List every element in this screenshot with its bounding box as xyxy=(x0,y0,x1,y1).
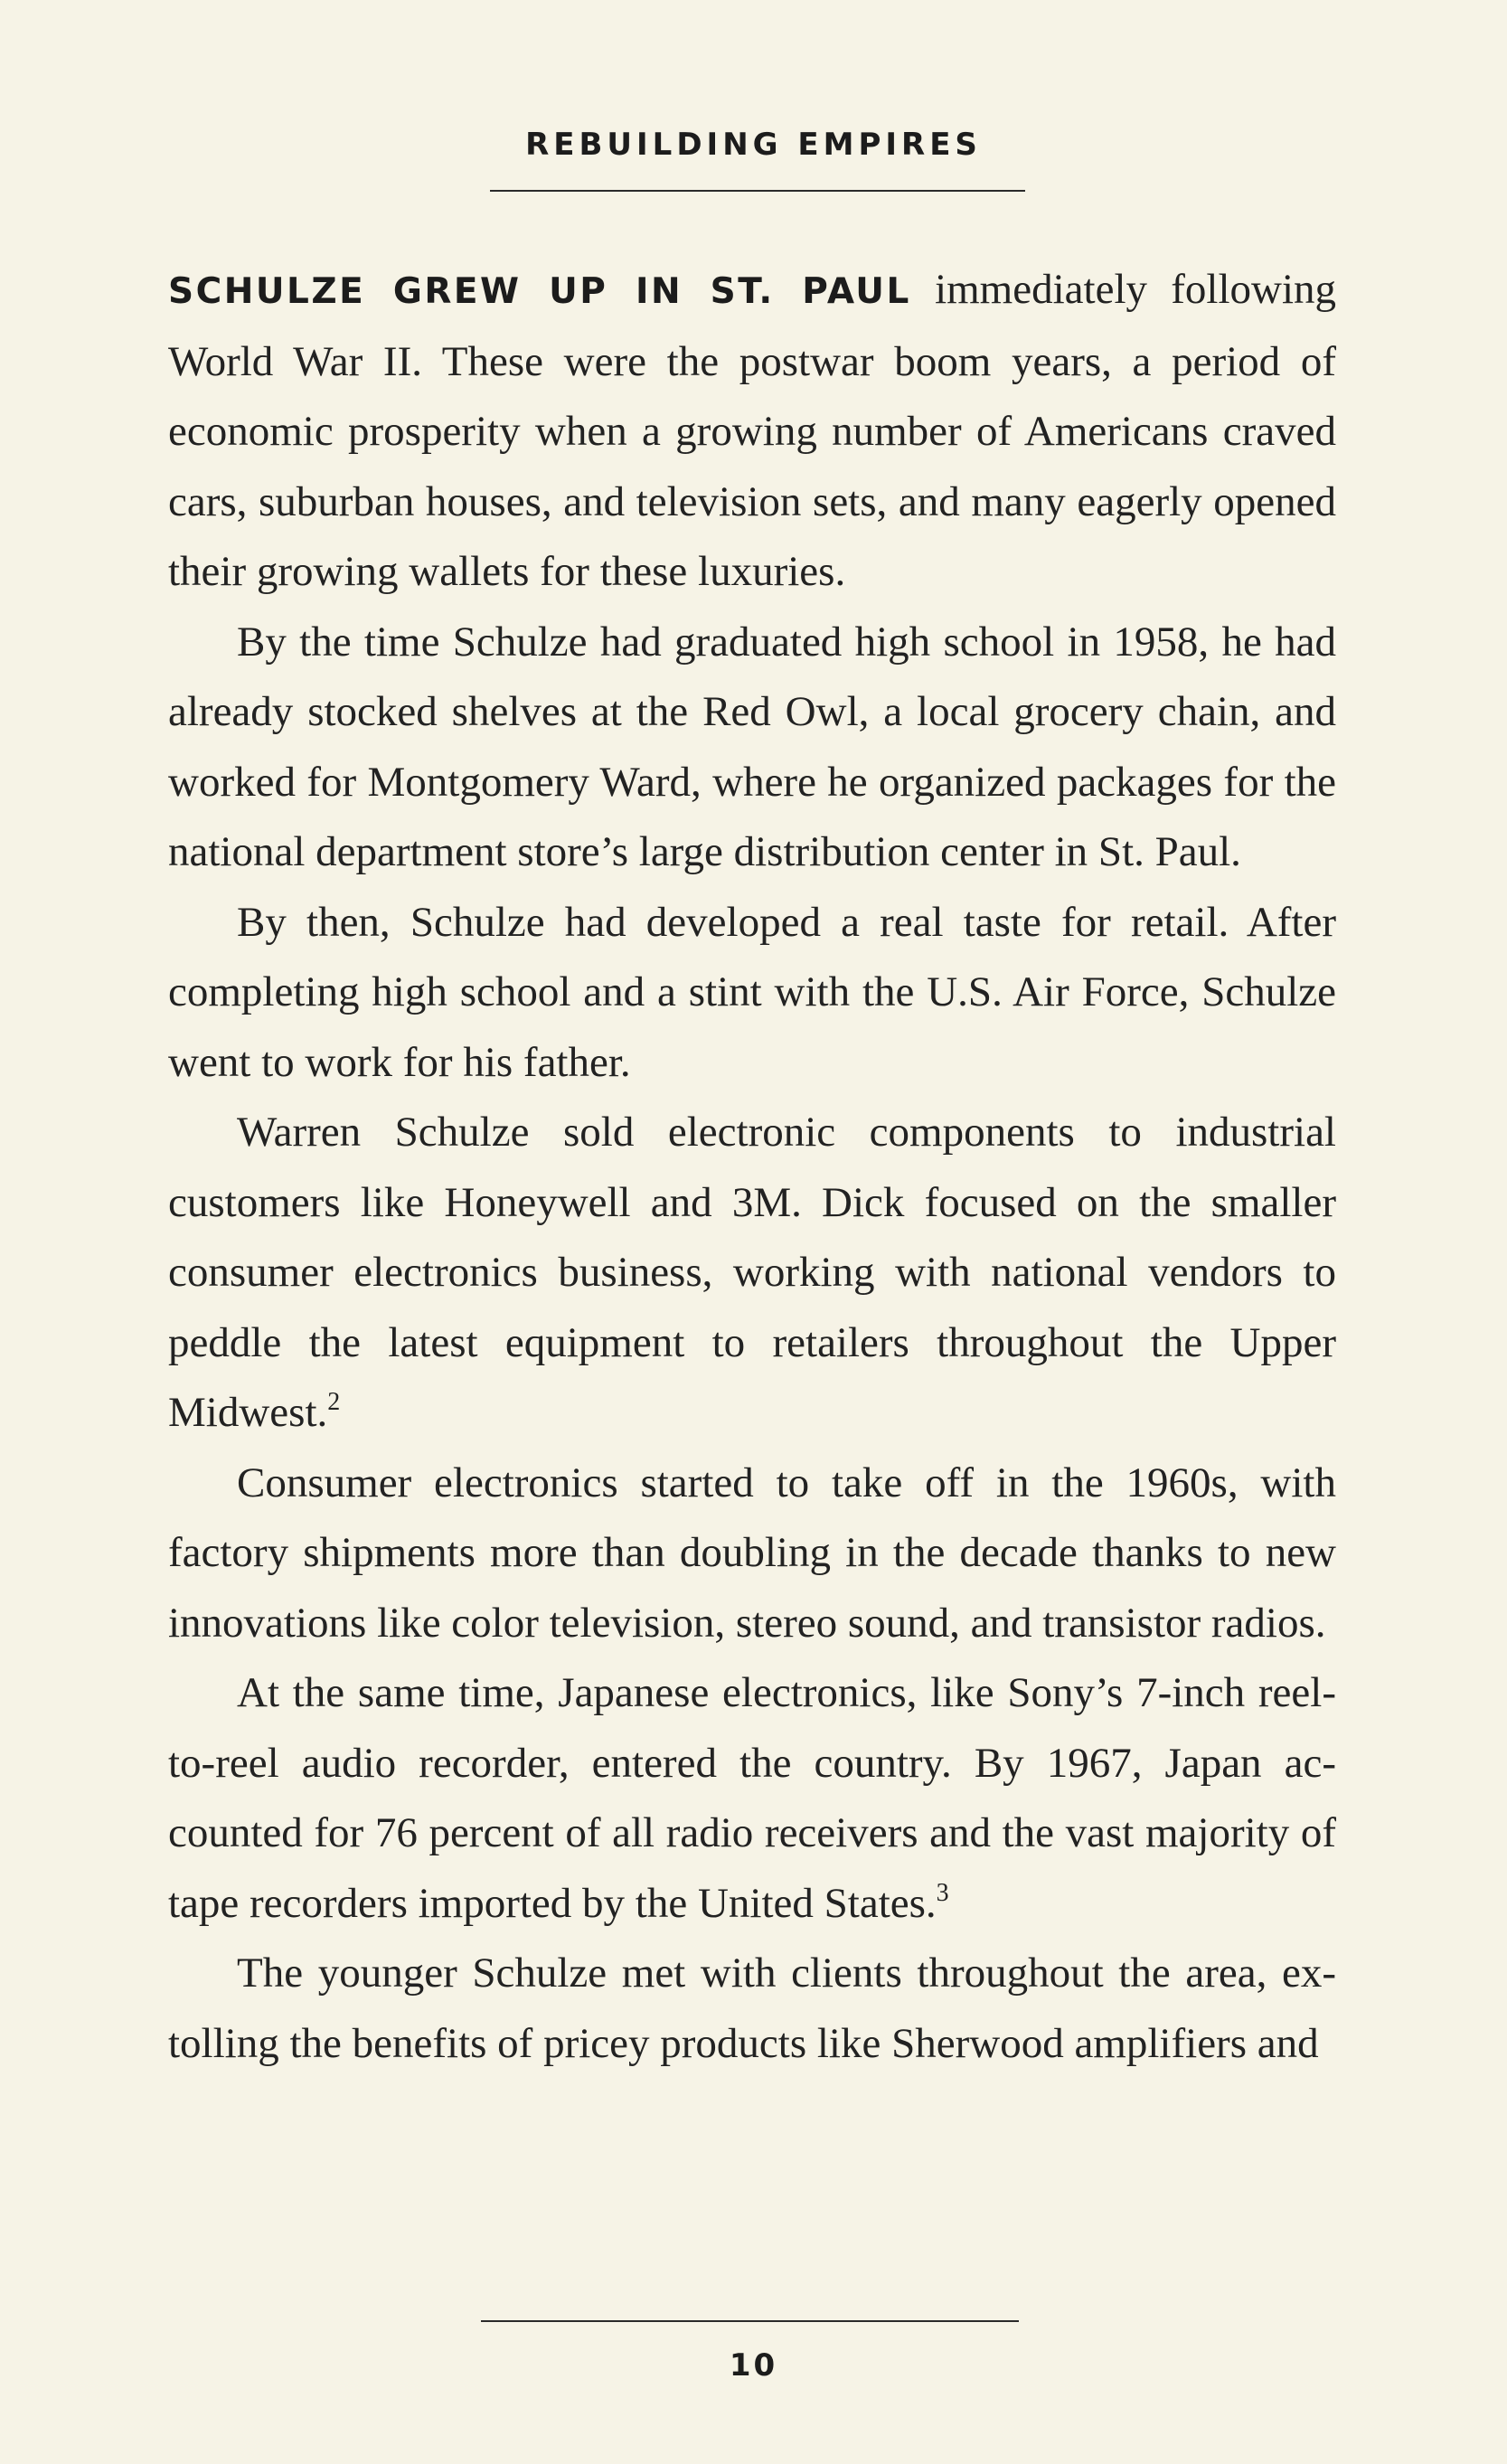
running-head: REBUILDING EMPIRES xyxy=(525,127,982,163)
footnote-ref-3: 3 xyxy=(936,1878,949,1907)
paragraph-6-text: At the same time, Japanese electronics, like Sony’s 7-inch reel-to-reel audio recorder, entered the country. By 1967, Japan accounted for 76 percent of all radio receivers and the vast majority of tape recorders imported by the United States. xyxy=(168,1669,1336,1927)
paragraph-3: By then, Schulze had developed a real taste for retail. After completing high school and a stint with the U.S. Air Force, Schulze went to work for his father. xyxy=(168,898,1336,1086)
paragraph-6 xyxy=(168,1658,1336,1939)
footer-rule xyxy=(481,2320,1019,2322)
paragraph-4-text: Warren Schulze sold electronic components to industrial customers like Honeywell and 3M. Dick focused on the smaller consumer electronics business, working with national vendors to peddle the latest equipment to retailers throughout the Upper Midwest. xyxy=(168,1109,1336,1436)
header-rule xyxy=(490,190,1025,192)
paragraph-4 xyxy=(168,1098,1336,1449)
page-number: 10 xyxy=(729,2347,778,2384)
paragraph-5: Consumer electronics started to take off in the 1960s, with factory shipments more than doubling in the decade thanks to new innovations like color television, stereo sound, and transistor radios. xyxy=(168,1459,1336,1647)
footnote-ref-2: 2 xyxy=(327,1388,341,1416)
paragraph-2: By the time Schulze had graduated high school in 1958, he had already stocked shelves at the Red Owl, a local grocery chain, and worked for Montgomery Ward, where he organized packages for the national department store’s large distribution center in St. Paul. xyxy=(168,618,1336,875)
lead-in: SCHULZE GREW UP IN ST. PAUL xyxy=(168,271,911,312)
paragraph-7: The younger Schulze met with clients throughout the area, extolling the benefits of pricey products like Sherwood amplifiers and xyxy=(168,1949,1336,2067)
paragraph-1-text: immediately following World War II. These were the postwar boom years, a period of economic prosperity when a growing number of Americans craved cars, suburban houses, and television sets, and many eagerly opened their growing wallets for these luxuries. xyxy=(168,266,1337,595)
paragraph-1 xyxy=(168,255,1336,608)
body-text xyxy=(168,255,1336,2079)
